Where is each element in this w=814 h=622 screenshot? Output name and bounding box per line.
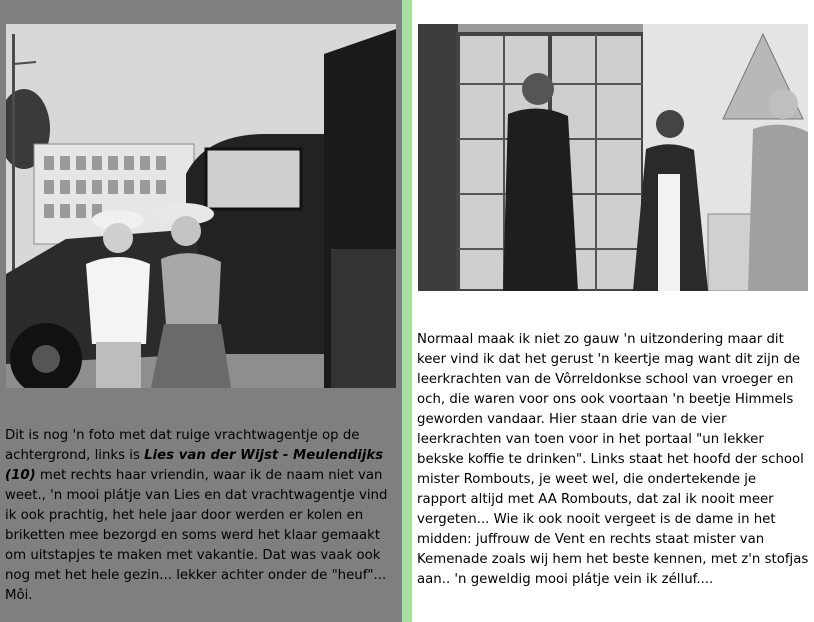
- photo-teachers: [418, 24, 808, 291]
- left-caption-text-start: Dit is nog 'n foto met dat ruige vrachtwagentje op de achtergrond, links is: [5, 428, 360, 463]
- right-panel: [412, 0, 814, 622]
- left-caption-text-end: met rechts haar vriendin, waar ik de naam niet van weet., 'n mooi plátje van Lies en dat vrachtwagentje vind ik ook prachtig, het hele jaar door werden er kolen en briketten mee bezorgd en soms werd het klaar gemaakt om uitstapjes te maken met vakantie. Dat was vaak ook nog met het hele gezin... lekker achter onder de "heuf"... Môi.: [5, 468, 388, 603]
- photo-truck-women: [6, 24, 396, 388]
- green-divider: [402, 0, 412, 622]
- left-caption: [5, 426, 397, 606]
- left-caption-name: Lies van der Wijst - Meulendijks (10): [5, 448, 384, 483]
- right-caption: Normaal maak ik niet zo gauw 'n uitzondering maar dit keer vind ik dat het gerust 'n keertje mag want dit zijn de leerkrachten van de Vôrreldonkse school van vroeger en och, die waren voor ons ook voortaan 'n beetje Himmels geworden vandaar. Hier staan drie van de vier leerkrachten van toen voor in het portaal "un lekker bekske koffie te drinken". Links staat het hoofd der school mister Rombouts, je weet wel, die ondertekende je rapport altijd met AA Rombouts, dat zal ik nooit meer vergeten... Wie ik ook nooit vergeet is de dame in het midden: juffrouw de Vent en rechts staat mister van Kemenade zoals wij hem het beste kennen, met z'n stofjas aan.. 'n geweldig mooi plátje vein ik zélluf....: [417, 332, 809, 587]
- left-panel: [0, 0, 402, 622]
